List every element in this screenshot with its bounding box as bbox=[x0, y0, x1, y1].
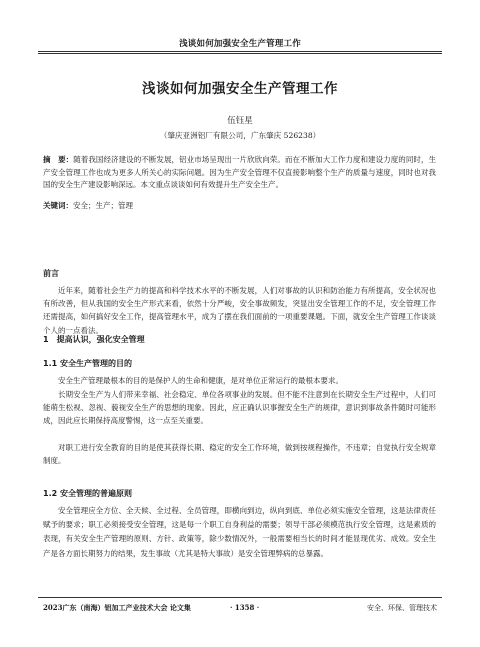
abstract bbox=[43, 154, 436, 192]
intro-paragraph: 近年来，随着社会生产力的提高和科学技术水平的不断发展，人们对事故的认识和防治能力有所提高，安全状况也有所改善，但从我国的安全生产形式来看，依然十分严峻，安全事故频发，突显出安全管理工作的不足，安全管理工作还需提高，如何搞好安全工作，提高管理水平，成为了摆在我们面前的一项重要课题。下面，就安全生产管理工作谈谈个人的一点看法。 bbox=[43, 286, 436, 335]
intro-heading: 前言 bbox=[43, 269, 59, 278]
section-1-1-paragraph-1: 安全生产管理最根本的目的是保护人的生命和健康，是对单位正常运行的最根本要求。 bbox=[58, 376, 343, 385]
abstract-text: 随着我国经济建设的不断发展，铝业市场呈现出一片欣欣向荣。而在不断加大工作力度和建设力度的同时，生产安全管理工作也成为更多人所关心的实际问题。因为生产安全管理不仅直接影响整个生产的质量与速度，同时也对我国的安全生产建设影响深远。本文重点谈谈如何有效提升生产安全生产。 bbox=[43, 155, 437, 190]
header-rule-thin bbox=[38, 53, 442, 54]
section-1-1-paragraph-2: 长期安全生产为人们带来幸福、社会稳定、单位各项事业的发展。但不能不注意到在长期安全生产过程中，人们可能萌生松视、忽视、藐视安全生产的思想的现象。因此，应正确认识事握安全生产的规律，意识到事故条件随时可能形成，因此应长期保持高度警惕，这一点至关重要。 bbox=[43, 390, 436, 426]
running-header-title: 浅谈如何加强安全生产管理工作 bbox=[179, 39, 301, 49]
footer-rule bbox=[38, 597, 442, 598]
footer-category: 安全、环保、管理技术 bbox=[367, 604, 437, 612]
paper-author: 伍钰星 bbox=[227, 116, 253, 126]
header-rule bbox=[38, 51, 442, 52]
section-1-1-heading: 1.1 安全生产管理的目的 bbox=[43, 359, 132, 368]
paper-title: 浅谈如何加强安全生产管理工作 bbox=[142, 81, 338, 97]
paper-affiliation: （肇庆亚洲铝厂有限公司，广东肇庆 526238） bbox=[159, 131, 321, 140]
section-1-1-paragraph-3: 对职工进行安全教育的目的是使其获得长期、稳定的安全工作环境，做到按规程操作，不违章；自觉执行安全规章制度。 bbox=[43, 443, 436, 466]
keywords bbox=[43, 200, 436, 213]
footer-proceedings: 2023广东（南海）铝加工产业技术大会 论文集 bbox=[43, 603, 191, 612]
section-1-2-paragraph-1: 安全管理应全方位、全天候、全过程、全员管理，即横向到边，纵向到底、单位必须实施安全管理，这是法律责任赋予的要求；职工必须接受安全管理，这是每一个职工自身利益的需要；领导干部必须模范执行安全管理，这是素质的表现，有关安全生产管理的原则、方针、政策等，除少数情况外，一般需要相当长的时间才能显现优劣、成效。安全生产是各方面长期努力的结果，发生事故（尤其是特大事故）是安全管理弊病的总暴露。 bbox=[43, 506, 436, 558]
section-1-2-heading: 1.2 安全管理的普遍原则 bbox=[43, 489, 132, 498]
keywords-label: 关键词： bbox=[43, 201, 73, 210]
keywords-text: 安全；生产；管理 bbox=[73, 201, 133, 210]
footer-page-number: · 1358 · bbox=[230, 603, 260, 612]
section-1-heading: 1 提高认识，强化安全管理 bbox=[43, 335, 145, 344]
abstract-label: 摘 要： bbox=[43, 155, 74, 164]
